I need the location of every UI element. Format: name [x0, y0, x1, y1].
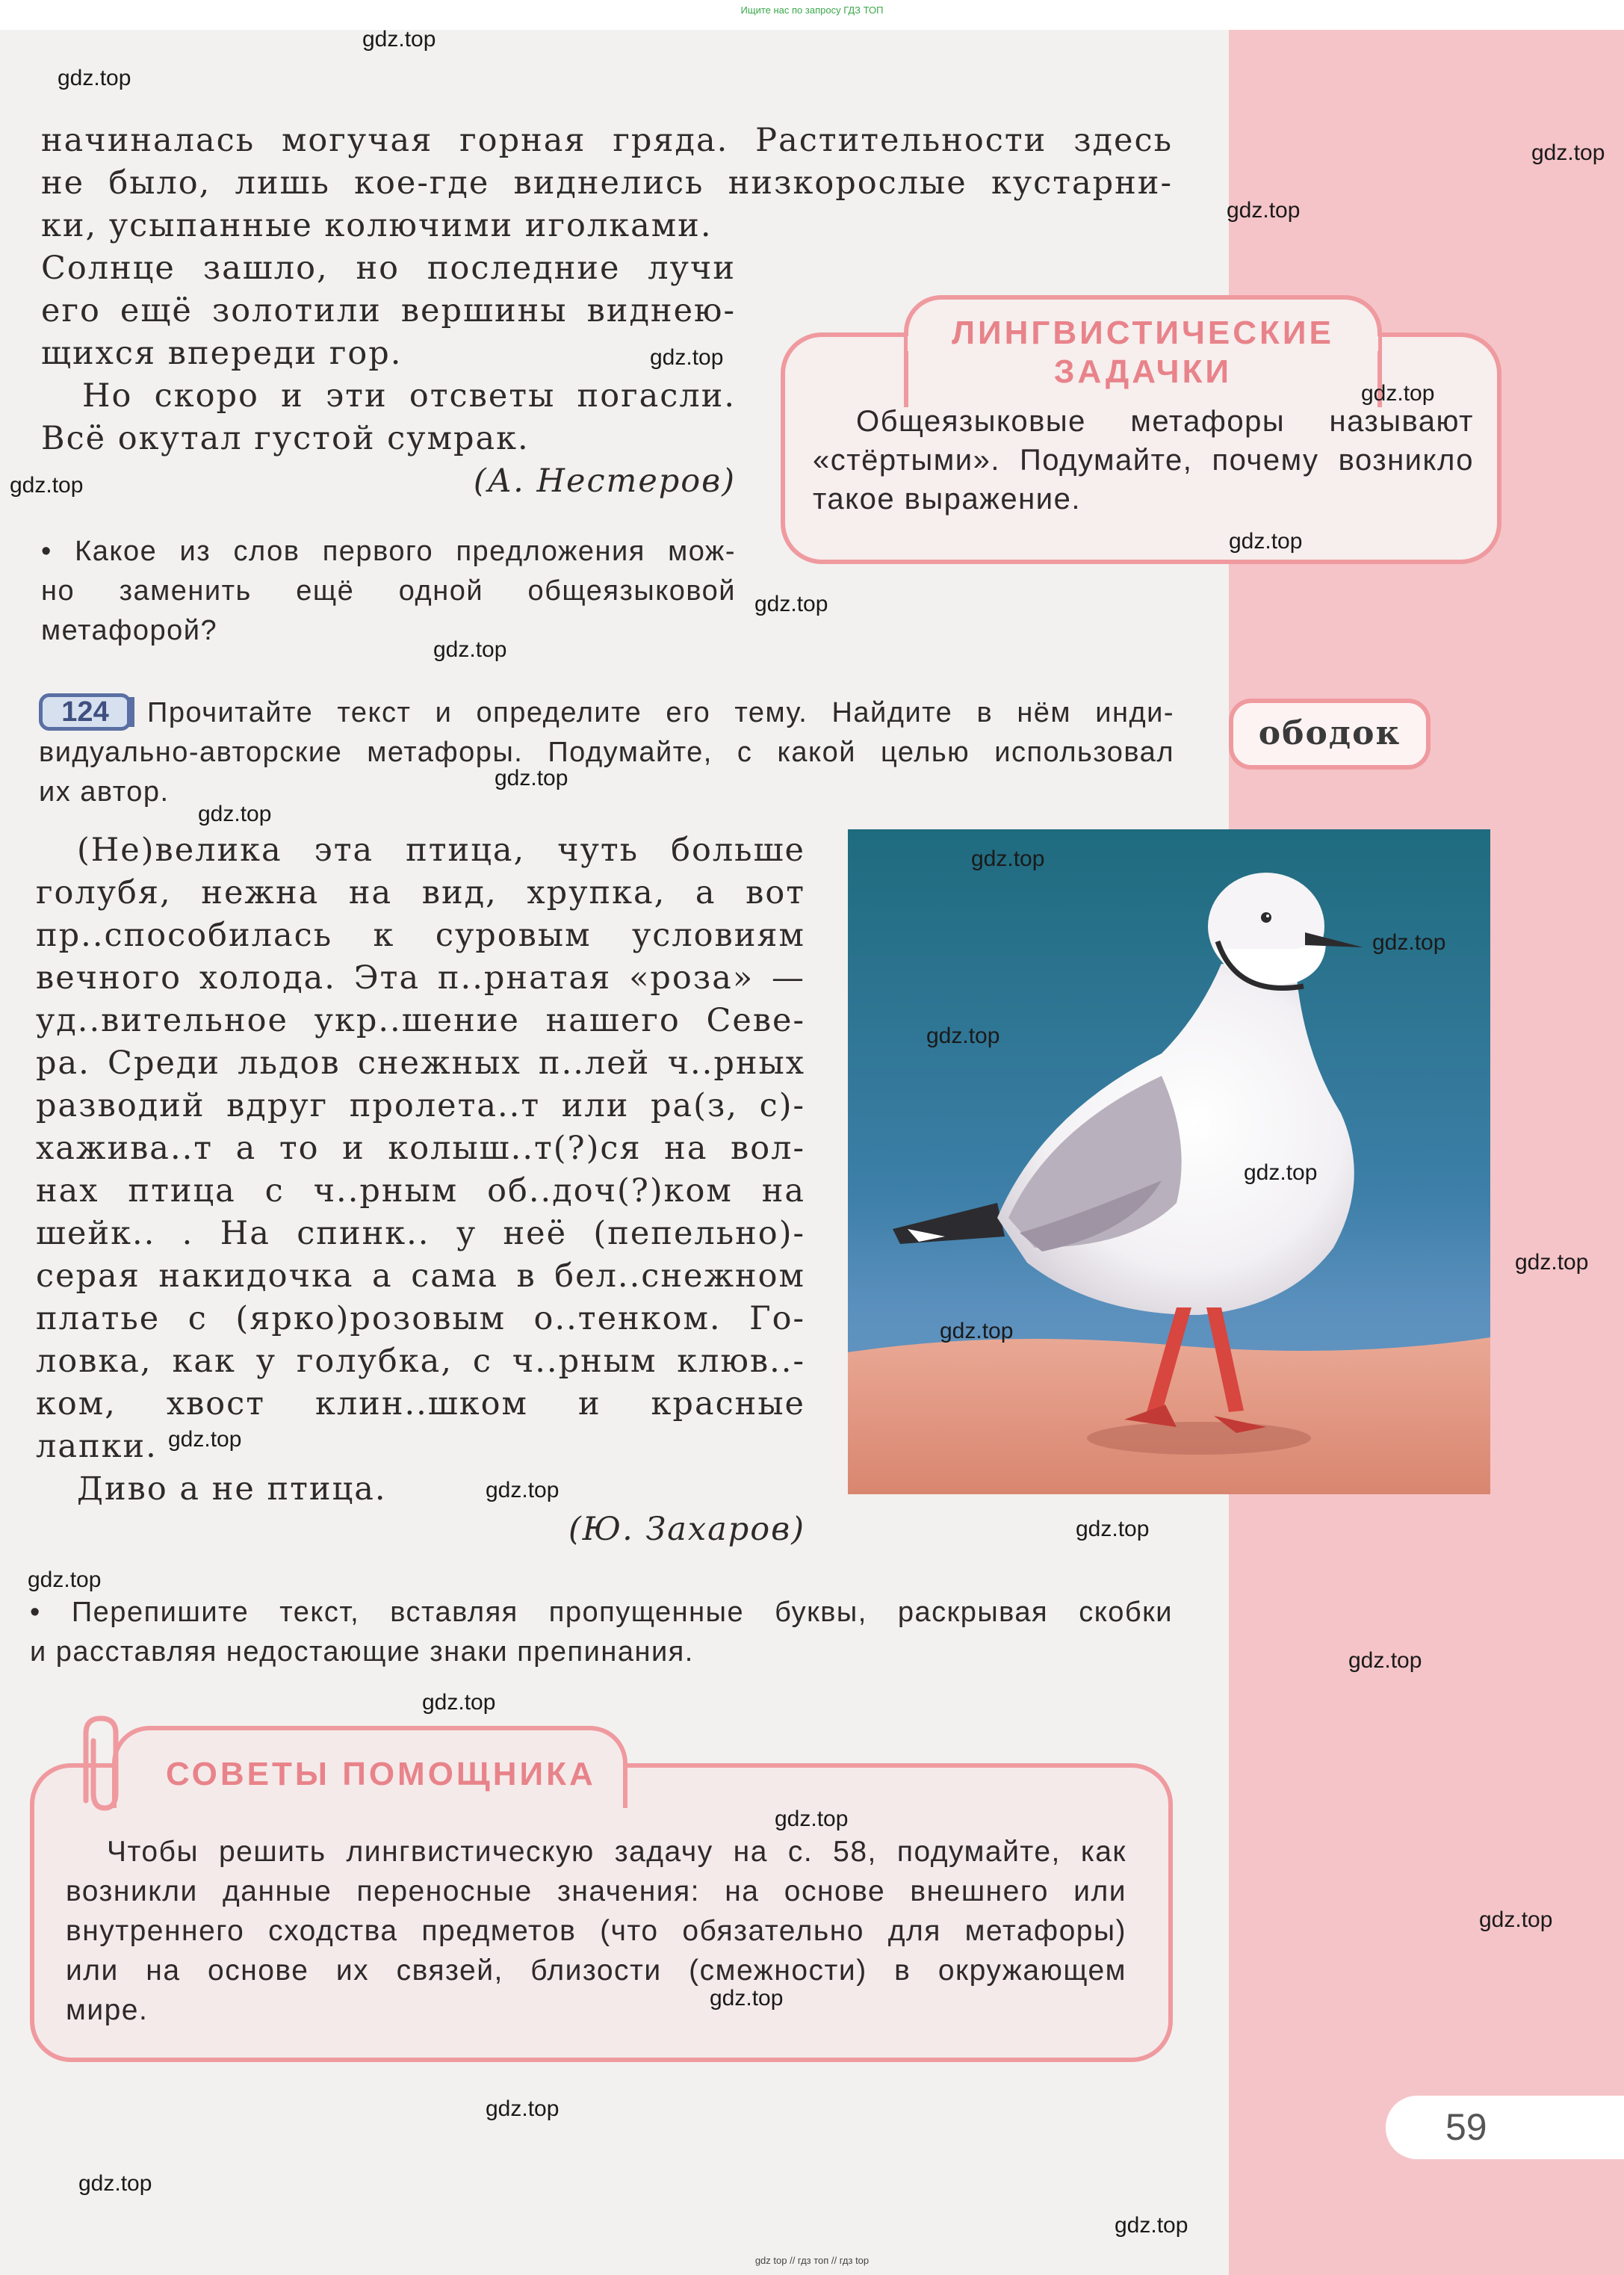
text-line: вечного холода. Эта п..рнатая «роза» —	[36, 959, 805, 997]
text-line: шейк.. . На спинк.. у неё (пепельно)-	[36, 1215, 805, 1252]
text-line: серая накидочка а сама в бел..снежном	[36, 1257, 805, 1295]
watermark: gdz.top	[495, 766, 568, 790]
watermark: gdz.top	[775, 1807, 849, 1831]
text-line: или на основе их связей, близости (смежности) в окружающем	[66, 1954, 1126, 1987]
prev-question	[41, 532, 736, 651]
watermark: gdz.top	[422, 1690, 496, 1715]
heading-line: ЗАДАЧКИ	[1053, 353, 1233, 390]
watermark: gdz.top	[926, 1024, 1000, 1048]
watermark: gdz.top	[1227, 198, 1301, 223]
text-line: возникли данные переносные значения: на основе внешнего или	[66, 1875, 1126, 1907]
text-line: щихся впереди гор.	[41, 335, 403, 372]
watermark: gdz.top	[754, 592, 828, 616]
watermark: gdz.top	[198, 802, 272, 826]
watermark: gdz.top	[1372, 930, 1446, 955]
text-line: хажива..т а то и колыш..т(?)ся на вол-	[36, 1130, 805, 1167]
watermark: gdz.top	[940, 1319, 1014, 1343]
vocabulary-word: ободок	[1229, 699, 1431, 770]
text-line: Но скоро и эти отсветы погасли.	[82, 377, 736, 415]
text-line: разводий вдруг пролета..т или ра(з, с)-	[36, 1087, 805, 1124]
text-line: Всё окутал густой сумрак.	[41, 420, 530, 457]
linguistic-tasks-heading	[904, 314, 1382, 391]
watermark: gdz.top	[1076, 1517, 1150, 1541]
watermark: gdz.top	[78, 2171, 152, 2196]
text-line: нах птица с ч..рным об..доч(?)ком на	[36, 1172, 805, 1210]
text-line: пр..способилась к суровым условиям	[36, 917, 805, 954]
watermark: gdz.top	[168, 1427, 242, 1452]
exercise-text	[36, 829, 805, 1548]
watermark: gdz.top	[486, 1478, 560, 1502]
text-line: (Не)велика эта птица, чуть больше	[77, 832, 805, 869]
text-line: Чтобы решить лингвистическую задачу на с. 58, подумайте, как	[107, 1836, 1126, 1868]
page-number-pill	[1386, 2096, 1624, 2159]
tips-text	[66, 1832, 1126, 2030]
text-line: ра. Среди льдов снежных п..лей ч..рных	[36, 1044, 805, 1082]
instruction-line: • Перепишите текст, вставляя пропущенные буквы, раскрывая скобки	[30, 1597, 1173, 1628]
text-line: его ещё золотили вершины виднею-	[41, 292, 736, 329]
instruction-line: и расставляя недостающие знаки препинания.	[30, 1636, 694, 1668]
text-line: платье с (ярко)розовым о..тенком. Го-	[36, 1300, 805, 1337]
seagull-photo	[848, 829, 1490, 1494]
author: (А. Нестеров)	[473, 462, 736, 500]
task-line: их автор.	[39, 776, 170, 808]
watermark: gdz.top	[28, 1567, 102, 1592]
task-line: Прочитайте текст и определите его тему. Найдите в нём инди-	[147, 697, 1174, 728]
task-line: видуально-авторские метафоры. Подумайте, с какой целью использовал	[39, 737, 1174, 768]
text-line: голубя, нежна на вид, хрупка, а вот	[36, 874, 805, 911]
text-line: уд..вительное укр..шение нашего Севе-	[36, 1002, 805, 1039]
text-line: Диво а не птица.	[77, 1470, 387, 1508]
question-line: • Какое из слов первого предложения мож-	[41, 536, 736, 567]
text-line: внутреннего сходства предметов (что обязательно для метафоры)	[66, 1915, 1126, 1947]
heading-line: ЛИНГВИСТИЧЕСКИЕ	[952, 315, 1334, 351]
watermark: gdz.top	[1515, 1250, 1589, 1275]
bottom-banner[interactable]: gdz top // гдз топ // гдз top	[754, 2255, 870, 2266]
prev-text-wide	[41, 120, 1173, 247]
exercise-number-badge: 124	[39, 693, 131, 731]
watermark: gdz.top	[1531, 140, 1605, 165]
watermark: gdz.top	[362, 27, 436, 52]
watermark: gdz.top	[486, 2096, 560, 2121]
watermark: gdz.top	[58, 66, 131, 90]
author: (Ю. Захаров)	[568, 1511, 805, 1548]
question-line: метафорой?	[41, 615, 218, 646]
text-line: начиналась могучая горная гряда. Растительности здесь	[41, 122, 1173, 159]
text-line: лапки.	[36, 1428, 158, 1465]
linguistic-tasks-text	[813, 402, 1474, 519]
text-line: «стёртыми». Подумайте, почему возникло	[813, 444, 1474, 477]
watermark: gdz.top	[650, 345, 724, 370]
text-line: мире.	[66, 1994, 149, 2026]
watermark: gdz.top	[1479, 1907, 1553, 1932]
text-line: ки, усыпанные колючими иголками.	[41, 207, 713, 244]
prev-text-narrow	[41, 247, 736, 503]
watermark: gdz.top	[1244, 1160, 1318, 1185]
tips-heading: СОВЕТЫ ПОМОЩНИКА	[166, 1756, 596, 1792]
exercise-task	[39, 693, 1174, 812]
question-line: но заменить ещё одной общеязыковой	[41, 575, 736, 607]
watermark: gdz.top	[1229, 529, 1303, 554]
watermark: gdz.top	[433, 637, 507, 662]
watermark: gdz.top	[1348, 1648, 1422, 1673]
top-banner[interactable]: Ищите нас по запросу ГДЗ ТОП	[740, 4, 884, 16]
text-line: Солнце зашло, но последние лучи	[41, 250, 736, 287]
watermark: gdz.top	[10, 473, 84, 498]
watermark: gdz.top	[971, 846, 1045, 871]
page-number: 59	[1445, 2106, 1487, 2148]
text-line: ловка, как у голубка, с ч..рным клюв..-	[36, 1343, 805, 1380]
text-line: не было, лишь кое-где виднелись низкорослые кустарни-	[41, 164, 1173, 202]
text-line: такое выражение.	[813, 483, 1081, 516]
watermark: gdz.top	[710, 1986, 784, 2011]
watermark: gdz.top	[1115, 2213, 1188, 2238]
exercise-instruction	[30, 1593, 1173, 1672]
text-line: ком, хвост клин..шком и красные	[36, 1385, 805, 1423]
text-line: Общеязыковые метафоры называют	[856, 405, 1474, 438]
watermark: gdz.top	[1361, 381, 1435, 406]
